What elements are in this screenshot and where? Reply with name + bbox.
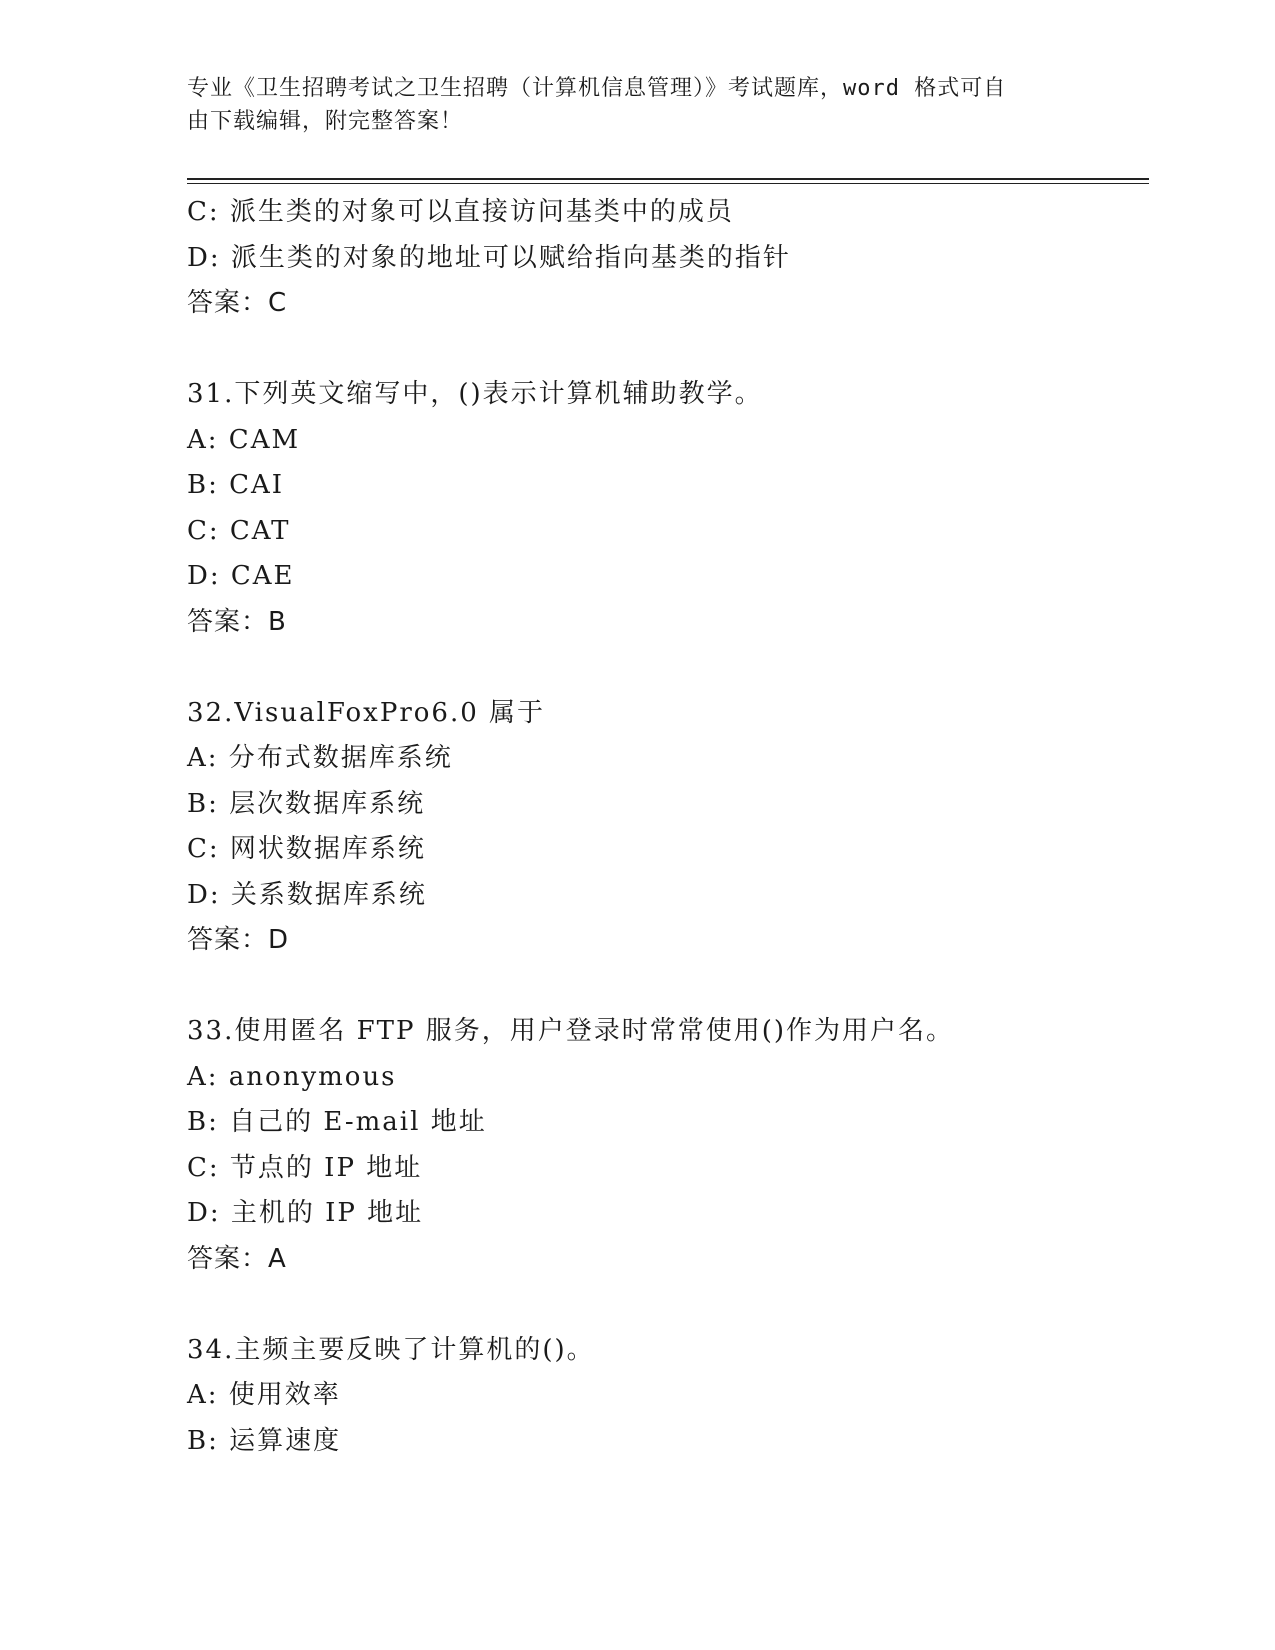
question-34 [187, 1328, 1147, 1465]
header-rule-thin [187, 183, 1149, 184]
question-list [187, 190, 1147, 1464]
answer: 答案：C [187, 288, 288, 318]
spacer [187, 964, 1147, 1010]
question-text: 34.主频主要反映了计算机的()。 [187, 1334, 595, 1365]
option-d: D: CAE [187, 561, 295, 591]
question-text: 31.下列英文缩写中，()表示计算机辅助教学。 [187, 379, 763, 409]
answer: 答案：A [187, 1243, 287, 1274]
option-a: A: 使用效率 [187, 1380, 341, 1410]
header-line-1: 专业《卫生招聘考试之卫生招聘（计算机信息管理）》考试题库，word 格式可自 [187, 76, 1007, 101]
option-a: A: CAM [187, 424, 301, 455]
previous-question-tail [187, 190, 1147, 327]
spacer [187, 1282, 1147, 1328]
option-c: C: 节点的 IP 地址 [187, 1152, 423, 1183]
option-d: D: 主机的 IP 地址 [187, 1198, 424, 1228]
header-rule-thick [187, 178, 1149, 180]
option-c: C: CAT [187, 515, 291, 546]
option-d: D: 关系数据库系统 [187, 879, 427, 910]
option-b: B: 层次数据库系统 [187, 788, 426, 819]
option-d: D: 派生类的对象的地址可以赋给指向基类的指针 [187, 242, 791, 273]
answer: 答案：B [187, 606, 287, 637]
answer: 答案：D [187, 925, 290, 955]
question-31 [187, 372, 1147, 645]
header-line-2: 由下载编辑，附完整答案！ [187, 109, 464, 134]
option-a: A: 分布式数据库系统 [187, 743, 453, 773]
option-b: B: 运算速度 [187, 1425, 342, 1456]
option-c: C: 派生类的对象可以直接访问基类中的成员 [187, 197, 734, 227]
question-text: 33.使用匿名 FTP 服务，用户登录时常常使用()作为用户名。 [187, 1016, 955, 1046]
option-b: B: 自己的 E-mail 地址 [187, 1107, 487, 1137]
option-c: C: 网状数据库系统 [187, 834, 426, 864]
option-b: B: CAI [187, 470, 285, 500]
spacer [187, 645, 1147, 691]
question-32 [187, 691, 1147, 964]
document-header [187, 72, 1087, 138]
option-a: A: anonymous [187, 1061, 397, 1092]
question-33 [187, 1009, 1147, 1282]
spacer [187, 327, 1147, 373]
question-text: 32.VisualFoxPro6.0 属于 [187, 697, 546, 728]
